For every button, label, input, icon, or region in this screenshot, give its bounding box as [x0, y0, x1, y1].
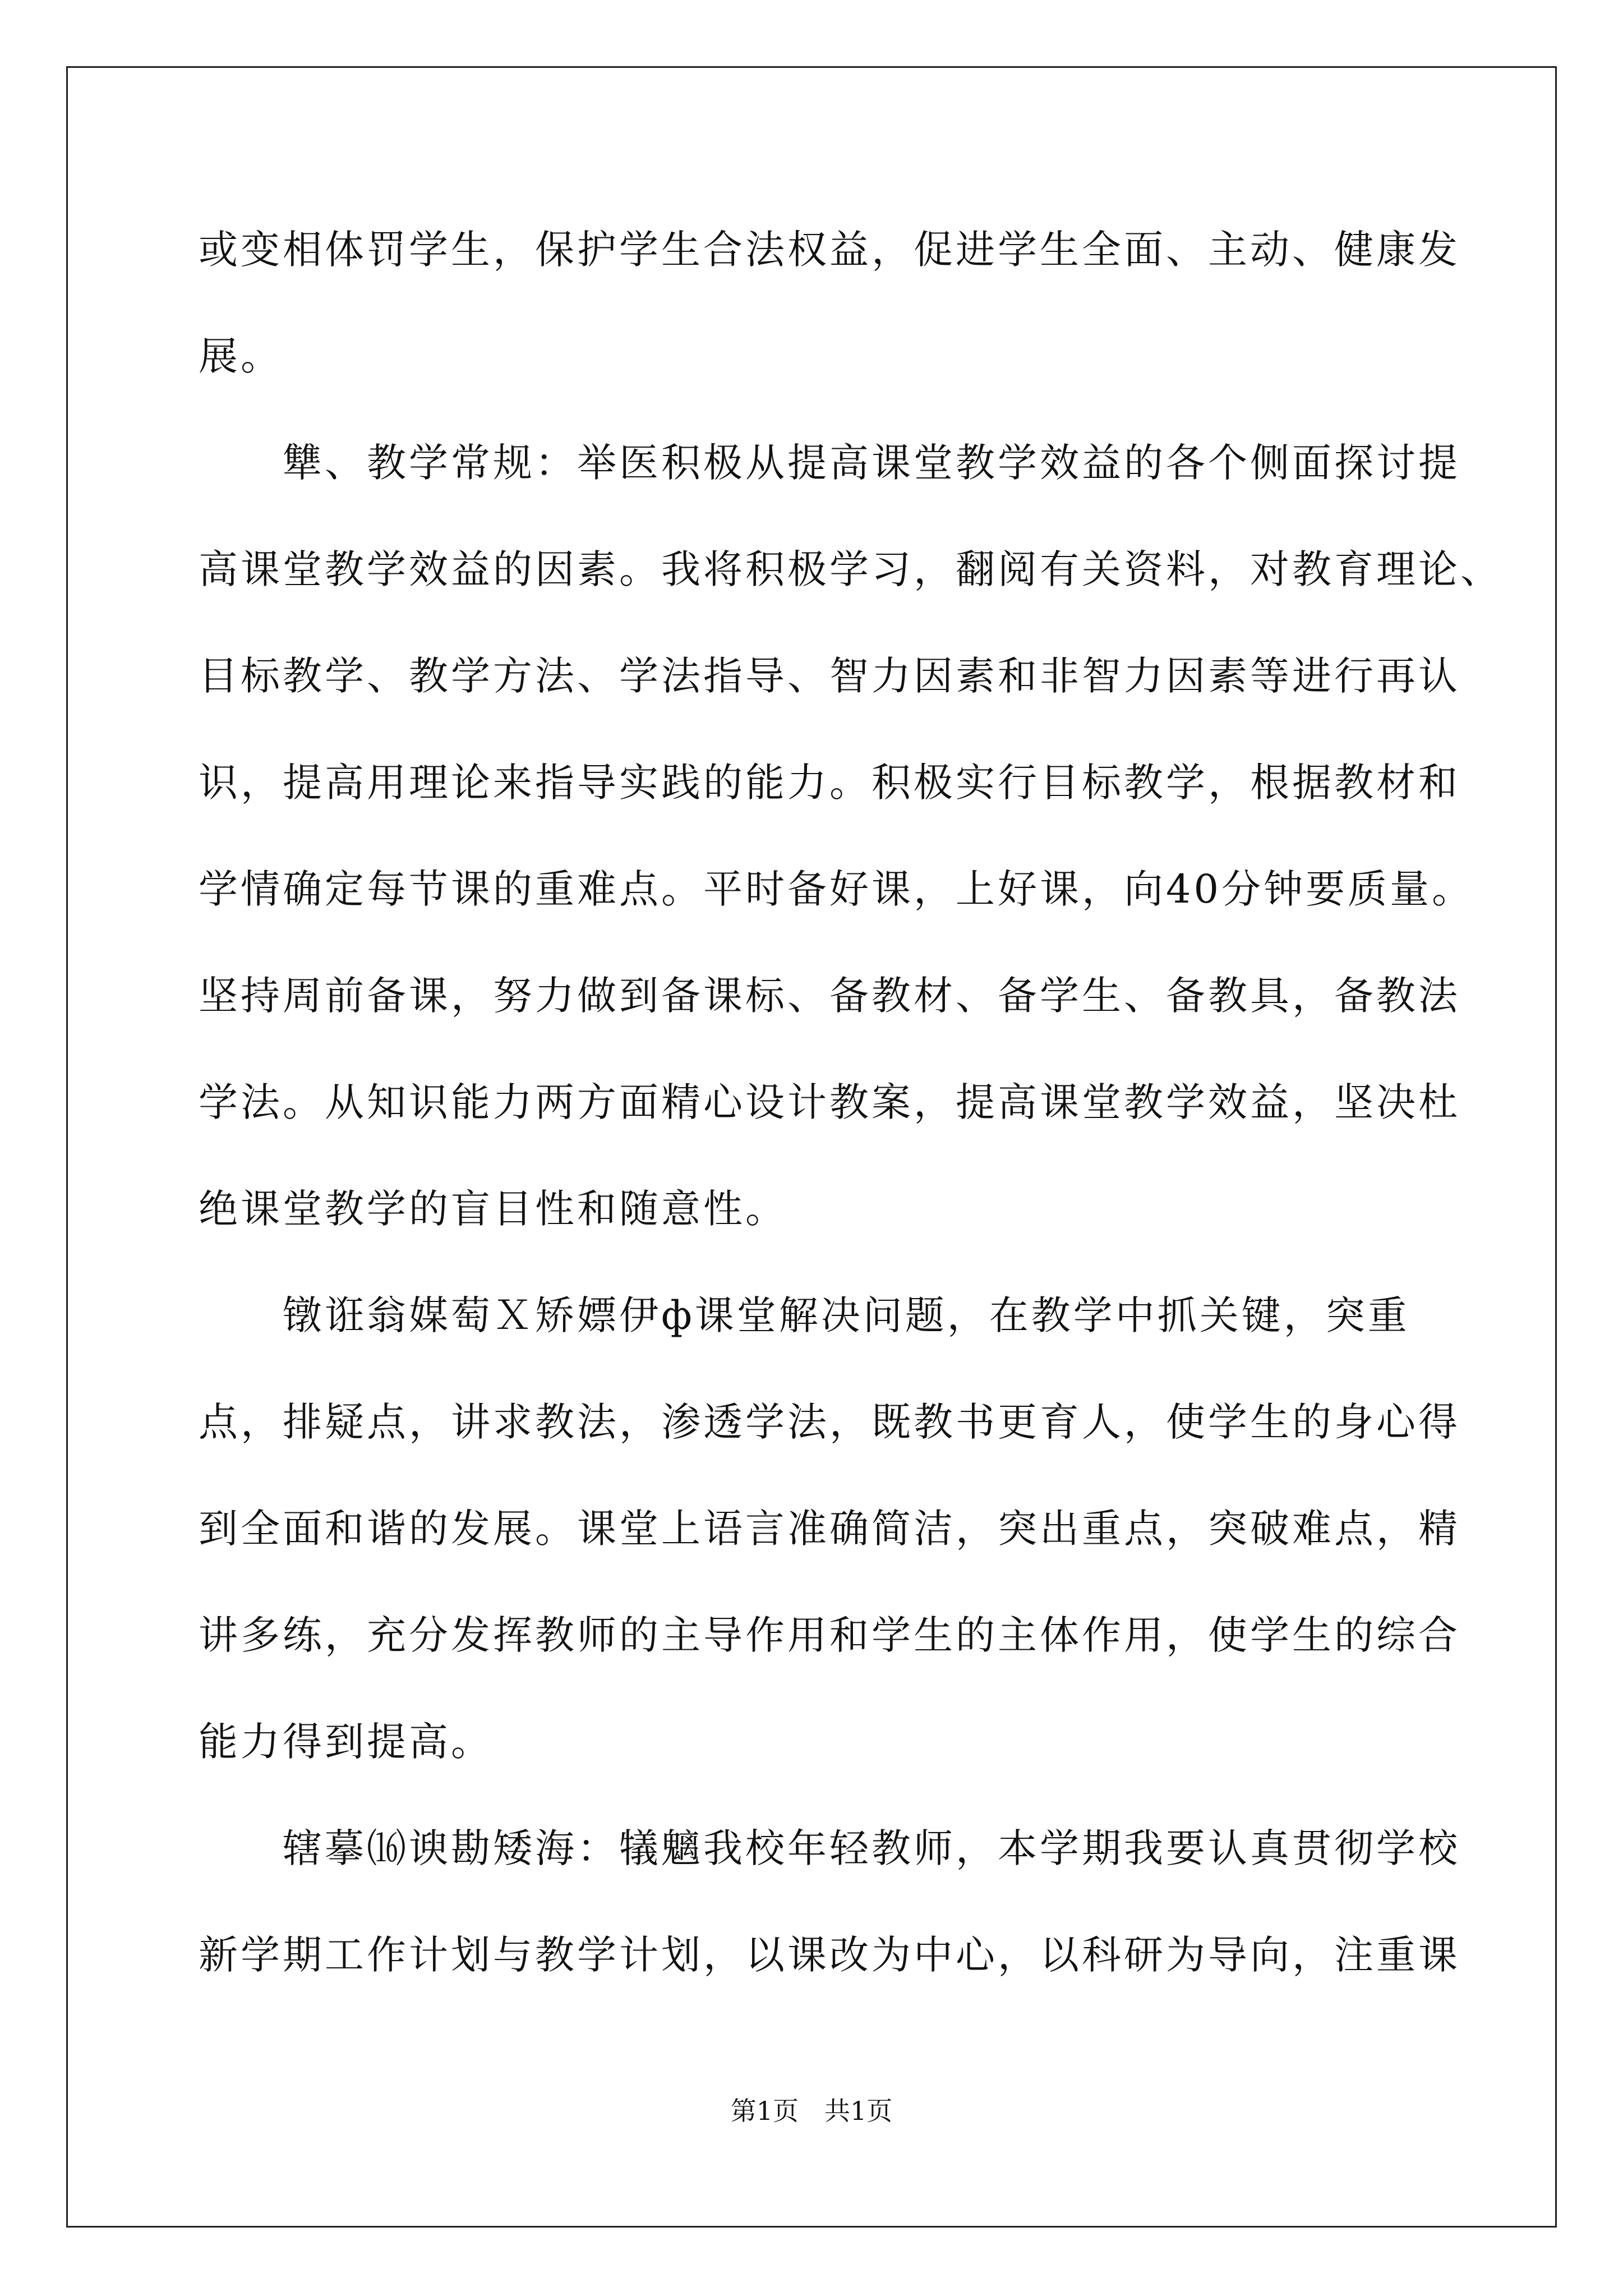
text-line: 新学期工作计划与教学计划，以课改为中心，以科研为导向，注重课: [199, 1932, 1460, 1978]
text-line: 能力得到提高。: [199, 1719, 493, 1765]
text-line: 绝课堂教学的盲目性和随意性。: [199, 1186, 787, 1232]
text-line: 学情确定每节课的重难点。平时备好课，上好课，向40分钟要质量。: [199, 866, 1474, 912]
text-line: 学法。从知识能力两方面精心设计教案，提高课堂教学效益，坚决杜: [199, 1079, 1460, 1125]
page-footer: 第1页 共1页: [730, 2096, 893, 2126]
text-line: 镦诳翁媒萄Ｘ矫嫖伊ф课堂解决问题，在教学中抓关键，突重: [199, 1292, 1410, 1338]
text-line: 讲多练，充分发挥教师的主导作用和学生的主体作用，使学生的综合: [199, 1612, 1460, 1658]
text-line: 坚持周前备课，努力做到备课标、备教材、备学生、备教具，备教法: [199, 973, 1460, 1019]
text-line: 高课堂教学效益的因素。我将积极学习，翻阅有关资料，对教育理论、: [199, 546, 1502, 592]
text-line: 识，提高用理论来指导实践的能力。积极实行目标教学，根据教材和: [199, 760, 1460, 806]
text-line: 目标教学、教学方法、学法指导、智力因素和非智力因素等进行再认: [199, 653, 1460, 699]
text-line: 犨、教学常规：举医积极从提高课堂教学效益的各个侧面探讨提: [199, 440, 1460, 486]
text-line: 点，排疑点，讲求教法，渗透学法，既教书更育人，使学生的身心得: [199, 1399, 1460, 1445]
text-line: 或变相体罚学生，保护学生合法权益，促进学生全面、主动、健康发: [199, 227, 1460, 273]
text-line: 辖摹⒃谀勘矮海：犠魑我校年轻教师，本学期我要认真贯彻学校: [199, 1825, 1460, 1871]
text-line: 展。: [199, 333, 283, 379]
page-border: [66, 66, 1557, 2228]
text-line: 到全面和谐的发展。课堂上语言准确简洁，突出重点，突破难点，精: [199, 1506, 1460, 1552]
